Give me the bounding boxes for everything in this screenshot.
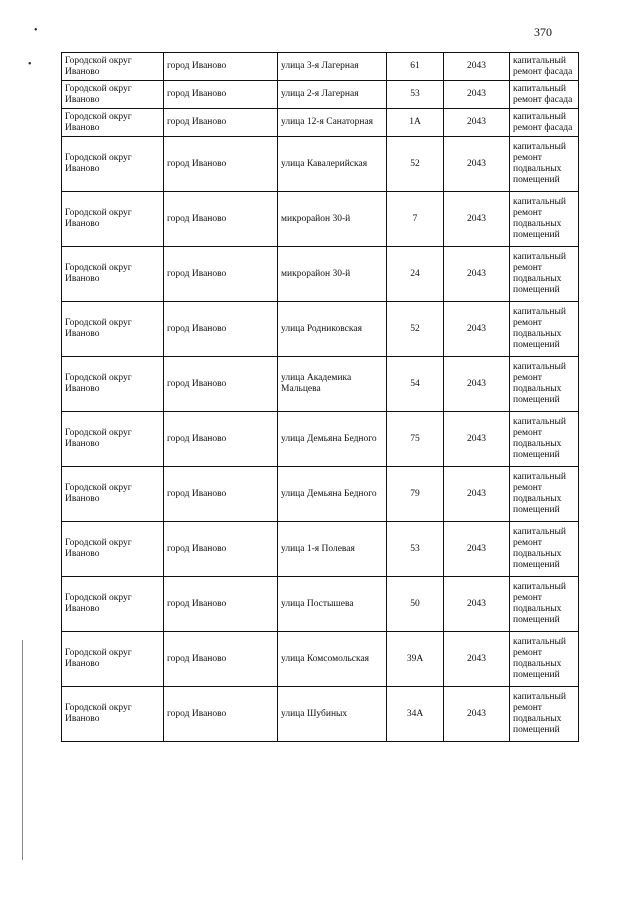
street-cell: улица 1-я Полевая xyxy=(278,522,387,577)
city-cell: город Иваново xyxy=(164,687,278,742)
table-row xyxy=(62,302,579,357)
year-cell: 2043 xyxy=(444,412,510,467)
city-cell: город Иваново xyxy=(164,109,278,137)
city-cell: город Иваново xyxy=(164,137,278,192)
street-cell: микрорайон 30-й xyxy=(278,247,387,302)
house-cell: 61 xyxy=(387,53,444,81)
table-row xyxy=(62,81,579,109)
street-cell: улица Академика Мальцева xyxy=(278,357,387,412)
house-cell: 7 xyxy=(387,192,444,247)
table-row xyxy=(62,577,579,632)
city-cell: город Иваново xyxy=(164,577,278,632)
street-cell: улица Постышева xyxy=(278,577,387,632)
scan-margin-line xyxy=(22,640,23,860)
registry-table xyxy=(61,52,579,742)
house-cell: 75 xyxy=(387,412,444,467)
house-cell: 50 xyxy=(387,577,444,632)
table-row xyxy=(62,137,579,192)
city-cell: город Иваново xyxy=(164,302,278,357)
work-cell: капитальный ремонт подвальных помещений xyxy=(510,192,579,247)
city-cell: город Иваново xyxy=(164,81,278,109)
table-row xyxy=(62,53,579,81)
street-cell: улица Демьяна Бедного xyxy=(278,412,387,467)
work-cell: капитальный ремонт подвальных помещений xyxy=(510,687,579,742)
district-cell: Городской округ Иваново xyxy=(62,412,164,467)
table-row xyxy=(62,357,579,412)
table-row xyxy=(62,632,579,687)
year-cell: 2043 xyxy=(444,247,510,302)
work-cell: капитальный ремонт подвальных помещений xyxy=(510,302,579,357)
district-cell: Городской округ Иваново xyxy=(62,137,164,192)
year-cell: 2043 xyxy=(444,109,510,137)
city-cell: город Иваново xyxy=(164,632,278,687)
work-cell: капитальный ремонт подвальных помещений xyxy=(510,247,579,302)
house-cell: 79 xyxy=(387,467,444,522)
registry-body xyxy=(62,53,579,742)
district-cell: Городской округ Иваново xyxy=(62,109,164,137)
page-number: 370 xyxy=(534,25,552,39)
house-cell: 52 xyxy=(387,137,444,192)
house-cell: 24 xyxy=(387,247,444,302)
table-row xyxy=(62,687,579,742)
year-cell: 2043 xyxy=(444,53,510,81)
work-cell: капитальный ремонт подвальных помещений xyxy=(510,577,579,632)
year-cell: 2043 xyxy=(444,632,510,687)
city-cell: город Иваново xyxy=(164,467,278,522)
city-cell: город Иваново xyxy=(164,412,278,467)
street-cell: улица 2-я Лагерная xyxy=(278,81,387,109)
street-cell: улица 3-я Лагерная xyxy=(278,53,387,81)
year-cell: 2043 xyxy=(444,577,510,632)
district-cell: Городской округ Иваново xyxy=(62,522,164,577)
city-cell: город Иваново xyxy=(164,357,278,412)
district-cell: Городской округ Иваново xyxy=(62,577,164,632)
year-cell: 2043 xyxy=(444,522,510,577)
year-cell: 2043 xyxy=(444,357,510,412)
street-cell: микрорайон 30-й xyxy=(278,192,387,247)
street-cell: улица 12-я Санаторная xyxy=(278,109,387,137)
district-cell: Городской округ Иваново xyxy=(62,53,164,81)
district-cell: Городской округ Иваново xyxy=(62,192,164,247)
scan-dot-margin: • xyxy=(28,59,32,70)
house-cell: 53 xyxy=(387,81,444,109)
city-cell: город Иваново xyxy=(164,522,278,577)
work-cell: капитальный ремонт подвальных помещений xyxy=(510,357,579,412)
house-cell: 54 xyxy=(387,357,444,412)
street-cell: улица Демьяна Бедного xyxy=(278,467,387,522)
district-cell: Городской округ Иваново xyxy=(62,687,164,742)
district-cell: Городской округ Иваново xyxy=(62,302,164,357)
work-cell: капитальный ремонт подвальных помещений xyxy=(510,412,579,467)
house-cell: 53 xyxy=(387,522,444,577)
house-cell: 34А xyxy=(387,687,444,742)
district-cell: Городской округ Иваново xyxy=(62,247,164,302)
table-row xyxy=(62,247,579,302)
table-row xyxy=(62,467,579,522)
house-cell: 1А xyxy=(387,109,444,137)
house-cell: 39А xyxy=(387,632,444,687)
street-cell: улица Кавалерийская xyxy=(278,137,387,192)
year-cell: 2043 xyxy=(444,192,510,247)
house-cell: 52 xyxy=(387,302,444,357)
table-row xyxy=(62,192,579,247)
city-cell: город Иваново xyxy=(164,53,278,81)
table-row xyxy=(62,412,579,467)
district-cell: Городской округ Иваново xyxy=(62,357,164,412)
work-cell: капитальный ремонт подвальных помещений xyxy=(510,522,579,577)
street-cell: улица Комсомольская xyxy=(278,632,387,687)
table-row xyxy=(62,109,579,137)
year-cell: 2043 xyxy=(444,137,510,192)
district-cell: Городской округ Иваново xyxy=(62,632,164,687)
year-cell: 2043 xyxy=(444,687,510,742)
work-cell: капитальный ремонт подвальных помещений xyxy=(510,632,579,687)
work-cell: капитальный ремонт фасада xyxy=(510,109,579,137)
work-cell: капитальный ремонт фасада xyxy=(510,53,579,81)
district-cell: Городской округ Иваново xyxy=(62,81,164,109)
scan-dot-top: • xyxy=(34,25,38,36)
year-cell: 2043 xyxy=(444,467,510,522)
work-cell: капитальный ремонт подвальных помещений xyxy=(510,467,579,522)
table-row xyxy=(62,522,579,577)
city-cell: город Иваново xyxy=(164,247,278,302)
street-cell: улица Родниковская xyxy=(278,302,387,357)
year-cell: 2043 xyxy=(444,302,510,357)
work-cell: капитальный ремонт фасада xyxy=(510,81,579,109)
work-cell: капитальный ремонт подвальных помещений xyxy=(510,137,579,192)
year-cell: 2043 xyxy=(444,81,510,109)
street-cell: улица Шубиных xyxy=(278,687,387,742)
district-cell: Городской округ Иваново xyxy=(62,467,164,522)
city-cell: город Иваново xyxy=(164,192,278,247)
